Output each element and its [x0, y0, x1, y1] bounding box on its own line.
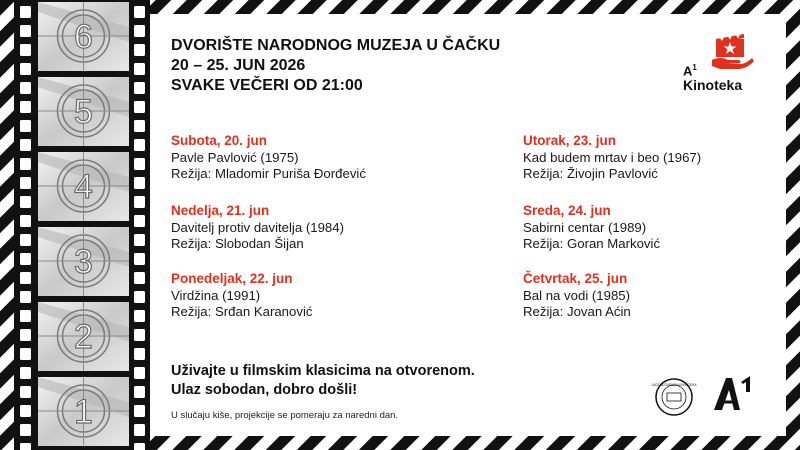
program-film: Pavle Pavlović (1975): [171, 149, 299, 165]
sprocket-hole: [20, 215, 31, 227]
sprocket-hole: [20, 101, 31, 113]
program-film: Kad budem mrtav i beo (1967): [523, 149, 702, 165]
program-director: Režija: Živojin Pavlović: [523, 166, 658, 181]
jugoslovenska-kinoteka-seal-icon: [651, 377, 697, 417]
sprocket-hole: [20, 367, 31, 379]
brand-sup: 1: [692, 63, 697, 72]
program-film: Bal na vodi (1985): [523, 287, 631, 303]
sprocket-hole: [20, 348, 31, 360]
brand-name: Kinoteka: [683, 77, 743, 94]
sprocket-hole: [20, 44, 31, 56]
sprocket-hole: [134, 234, 145, 246]
sprocket-hole: [134, 82, 145, 94]
sprocket-hole: [134, 158, 145, 170]
sprocket-hole: [134, 348, 145, 360]
countdown-frame: [38, 302, 129, 371]
countdown-frame: [38, 377, 129, 446]
countdown-number: 2: [74, 318, 93, 356]
sprocket-hole: [134, 177, 145, 189]
sprocket-hole: [20, 253, 31, 265]
sprocket-hole: [20, 158, 31, 170]
countdown-frame: [38, 77, 129, 146]
sprocket-hole: [134, 25, 145, 37]
program-day: Četvrtak, 25. jun: [523, 271, 628, 286]
sprocket-hole: [134, 405, 145, 417]
sprocket-hole: [134, 63, 145, 75]
sprocket-hole: [20, 424, 31, 436]
program-director: Režija: Goran Marković: [523, 236, 661, 251]
program-entry: [171, 271, 312, 321]
sprocket-hole: [134, 120, 145, 132]
tagline-line-1: Uživajte u filmskim klasicima na otvorenom.: [171, 363, 475, 379]
sprocket-hole: [134, 310, 145, 322]
sprocket-hole: [20, 291, 31, 303]
program-director: Režija: Srđan Karanović: [171, 304, 313, 319]
sprocket-hole: [134, 253, 145, 265]
countdown-number: 1: [74, 393, 93, 431]
venue-title: DVORIŠTE NARODNOG MUZEJA U ČAČKU: [171, 37, 501, 54]
sprocket-hole: [20, 120, 31, 132]
sprocket-hole: [20, 139, 31, 151]
program-day: Subota, 20. jun: [171, 133, 268, 148]
countdown-frame: [38, 2, 129, 71]
filmstrip: [0, 0, 150, 450]
tagline: [171, 362, 475, 400]
program-day: Sreda, 24. jun: [523, 203, 611, 218]
program-director: Režija: Mladomir Puriša Đorđević: [171, 166, 366, 181]
sprocket-hole: [20, 196, 31, 208]
sprocket-hole: [134, 44, 145, 56]
svg-text:JUGOSLOVENSKA KINOTEKA: JUGOSLOVENSKA KINOTEKA: [651, 383, 697, 387]
program-film: Sabirni centar (1989): [523, 219, 647, 235]
sprocket-hole: [134, 291, 145, 303]
sprocket-hole: [134, 329, 145, 341]
event-time: SVAKE VEČERI OD 21:00: [171, 77, 363, 94]
program-director: Režija: Slobodan Šijan: [171, 236, 304, 251]
sprocket-hole: [134, 139, 145, 151]
event-dates: 20 – 25. JUN 2026: [171, 57, 306, 74]
program-entry: [523, 203, 660, 253]
a1-logo-icon: [708, 372, 758, 412]
sprocket-hole: [20, 25, 31, 37]
sprocket-hole: [134, 424, 145, 436]
event-header: [171, 36, 500, 96]
sprocket-hole: [20, 405, 31, 417]
program-day: Nedelja, 21. jun: [171, 203, 270, 218]
sprocket-hole: [134, 443, 145, 450]
kinoteka-wordmark: [683, 60, 742, 93]
program-film: Davitelj protiv davitelja (1984): [171, 219, 344, 235]
rain-note: U slučaju kiše, projekcije se pomeraju za naredni dan.: [171, 410, 399, 421]
sprocket-hole: [20, 63, 31, 75]
program-entry: [523, 133, 701, 183]
sprocket-hole: [20, 310, 31, 322]
sprocket-hole: [20, 6, 31, 18]
sprocket-hole: [20, 177, 31, 189]
sprocket-hole: [134, 386, 145, 398]
sprocket-hole: [134, 367, 145, 379]
program-film: Virdžina (1991): [171, 287, 261, 303]
tagline-line-2: Ulaz sobodan, dobro došli!: [171, 382, 358, 398]
sprocket-hole: [134, 101, 145, 113]
sprocket-hole: [134, 6, 145, 18]
sprocket-hole: [20, 443, 31, 450]
program-day: Utorak, 23. jun: [523, 133, 617, 148]
program-director: Režija: Jovan Aćin: [523, 304, 631, 319]
sprocket-hole: [20, 329, 31, 341]
countdown-number: 6: [74, 18, 93, 56]
countdown-number: 3: [74, 243, 93, 281]
countdown-number: 5: [74, 93, 93, 131]
sprocket-hole: [20, 234, 31, 246]
countdown-frame: [38, 227, 129, 296]
program-entry: [523, 271, 631, 321]
program-entry: [171, 203, 344, 253]
sprocket-hole: [134, 215, 145, 227]
program-entry: [171, 133, 366, 183]
sprocket-hole: [134, 196, 145, 208]
sprocket-hole: [20, 386, 31, 398]
countdown-frame: [38, 152, 129, 221]
program-day: Ponedeljak, 22. jun: [171, 271, 293, 286]
brand-prefix: A: [683, 63, 693, 79]
sprocket-hole: [134, 272, 145, 284]
sprocket-hole: [20, 272, 31, 284]
countdown-number: 4: [74, 168, 93, 206]
sprocket-hole: [20, 82, 31, 94]
